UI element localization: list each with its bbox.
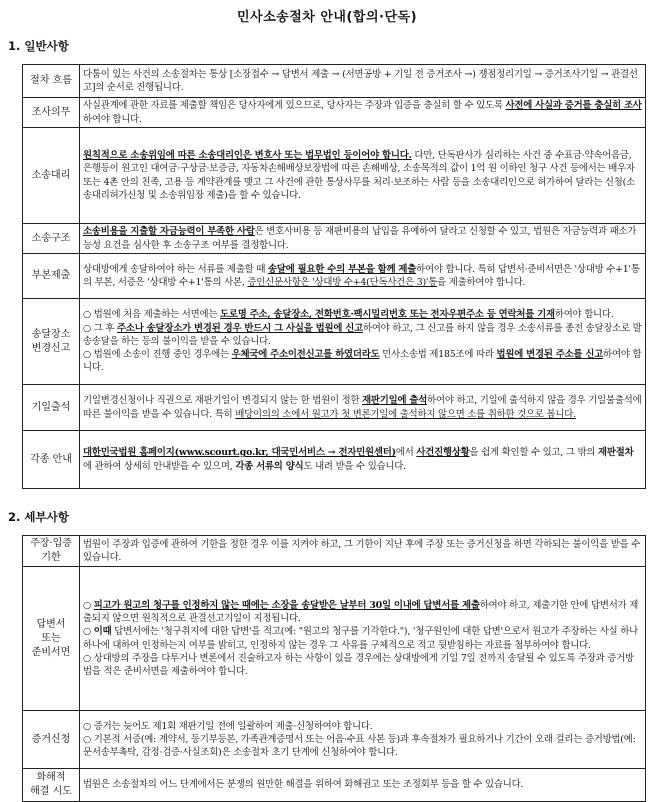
bullet-paragraph [83, 652, 642, 678]
text-segment: ○ 상대방의 주장을 다투거나 변론에서 진술하고자 하는 사항이 있을 경우에는 상대방에게 기일 7일 전까지 송달될 수 있도록 주장과 증거방법을 적은 준비서면을 제출하여야 합니다. [83, 652, 634, 677]
row-label: 소송대리 [23, 128, 80, 224]
text-segment: 재판절차 [598, 447, 634, 459]
row-label: 각종 안내 [23, 431, 80, 489]
row-label: 주장·입증 기한 [23, 536, 80, 567]
row-content [80, 567, 646, 711]
text-segment: 기일변경신청이나 직권으로 재판기일이 변경되지 않는 한 법원이 정한 [83, 395, 363, 407]
table-row [23, 536, 646, 567]
text-segment: 법원에 변경된 주소를 신고 [496, 349, 604, 361]
text-segment: 사전에 사실과 증거를 충실히 조사 [505, 100, 642, 112]
section-heading-details: 2. 세부사항 [8, 510, 69, 524]
text-segment: ○ 그 후 [83, 322, 118, 334]
row-content [80, 385, 646, 431]
table-row [23, 128, 646, 224]
text-segment: 사건진행상황 [416, 447, 470, 459]
text-segment: 을 제출하여야 합니다. [437, 277, 526, 288]
row-label: 답변서 또는 준비서면 [23, 567, 80, 711]
text-segment: ○ [83, 626, 94, 638]
row-label: 송달장소 변경신고 [23, 299, 80, 385]
row-content [80, 65, 646, 98]
text-segment: ○ [83, 599, 94, 611]
row-content [80, 128, 646, 224]
text-segment: 증인신문사항은 '상대방 수+4(단독사건은 3)'통 [247, 277, 438, 288]
text-segment: 사실관계에 관한 자료를 제출할 책임은 당사자에게 있으므로, 당사자는 주장과 입증을 충실히 할 수 있도록 [83, 100, 506, 112]
table-row [23, 385, 646, 431]
text-segment: 우체국에 주소이전신고를 하였더라도 [231, 349, 380, 361]
details-table [22, 535, 646, 802]
table-row [23, 769, 646, 802]
text-segment: 도 내려 받을 수 있습니다. [303, 460, 406, 472]
text-segment: ○ 기본적 서증(예: 계약서, 등기부등본, 가족관계증명서 또는 어음·수표 사본 등)과 후속절차가 필요하거나 기간이 오래 걸리는 증거방법(예: 문서송부촉탁, 감정·검증·사실조회)은 소송절차 초기 단계에 신청하여야 합니다. [83, 733, 636, 759]
text-segment: 하여야 합니다. 특히 답변서·준비서면은 '상대방 수+1'통의 부본, 서증은 '상대방 수+1'통의 사본, [83, 263, 640, 288]
row-label: 절차 흐름 [23, 65, 80, 98]
bullet-paragraph [83, 322, 642, 348]
row-label: 증거신청 [23, 711, 80, 769]
text-segment: 각종 서류의 양식 [235, 460, 304, 472]
table-row [23, 711, 646, 769]
general-info-table [22, 64, 646, 489]
text-segment: 하여야 하고, 그 신고를 하지 않을 경우 소송서류를 종전 송달장소로 발송송달을 하는 등의 불이익을 받을 수 있습니다. [83, 322, 642, 347]
table-row [23, 254, 646, 299]
bullet-paragraph [83, 348, 642, 374]
section-heading-general: 1. 일반사항 [8, 39, 69, 53]
text-segment: 하여야 하고, 기일에 출석하지 않을 경우 기일불출석에 따른 불이익을 받을 수 있습니다. 특히 [83, 395, 642, 420]
text-segment: ○ 증거는 늦어도 제1회 재판기일 전에 일괄하여 제출·신청하여야 합니다. [83, 720, 373, 732]
text-segment: 하여야 합니다. [83, 113, 142, 125]
text-segment: 민사소송법 제185조에 따라 [379, 349, 497, 361]
text-segment: 하여야 합니다. [83, 349, 642, 374]
text-segment: 답변서에는 '청구취지에 대한 답변'을 적고(예: "원고의 청구를 기각한다."), '청구원인에 대한 답변'으로서 원고가 주장하는 사실 하나하나에 대하여 인정하는지 여부를 밝히고, 인정하지 않는 경우 그 사유를 구체적으로 적고 뒷받침하는 자료를 첨부하여야 합니다. [83, 626, 639, 651]
table-row [23, 431, 646, 489]
bullet-paragraph [83, 720, 642, 733]
text-segment: 주소나 송달장소가 변경된 경우 반드시 그 사실을 법원에 신고 [117, 322, 363, 334]
text-segment: 도로명 주소, 송달장소, 전화번호·팩시밀리번호 또는 전자우편주소 등 연락처를 기재 [220, 309, 555, 321]
text-segment: 피고가 원고의 청구를 인정하지 않는 때에는 소장을 송달받은 날부터 30일 이내에 답변서를 제출 [93, 599, 480, 611]
text-segment: 에 관하여 상세히 안내받을 수 있으며, [83, 460, 236, 472]
row-label: 기일출석 [23, 385, 80, 431]
text-segment: 에서 [395, 447, 417, 459]
text-segment: 소송비용을 지출할 자금능력이 부족한 사람 [83, 226, 255, 238]
bullet-paragraph [83, 625, 642, 651]
text-segment: 법원이 주장과 입증에 관하여 기한을 정한 경우 이를 지켜야 하고, 그 기한이 지난 후에 주장 또는 증거신청을 하면 각하되는 불이익을 받을 수 있습니다. [83, 538, 641, 563]
bullet-paragraph [83, 599, 642, 625]
bullet-paragraph [83, 308, 642, 321]
text-segment: 을 쉽게 확인할 수 있고, 그 밖의 [469, 447, 599, 459]
row-content [80, 536, 646, 567]
table-row [23, 224, 646, 254]
text-segment: 상대방에게 송달하여야 하는 서류를 제출할 때 [83, 263, 268, 275]
row-label: 화해적 해결 시도 [23, 769, 80, 802]
text-segment: ○ 법원에 소송이 진행 중인 경우에는 [83, 349, 232, 361]
text-segment: 하여야 합니다. [554, 309, 614, 321]
text-segment: 송달에 필요한 수의 부본을 함께 제출 [267, 263, 417, 275]
text-segment: 이때 [93, 626, 112, 638]
text-segment: 은 변호사비용 등 재판비용의 납입을 유예하여 달라고 신청할 수 있고, 법원은 자금능력과 패소가능성 요건을 심사한 후 소송구조 여부를 결정합니다. [83, 226, 637, 251]
table-row [23, 65, 646, 98]
text-segment: 다만, 단독판사가 심리하는 사건 중 수표금·약속어음금, 은행등이 원고인 대여금·구상금·보증금, 자동차손해배상보장법에 따른 손해배상, 소송목적의 값이 1억 원 이하인 청구 사건 등에서는 배우자 또는 4촌 안의 친족, 고용 등 계약관계를 맺고 그 사건에 관한 통상사무를 처리·보조하는 사람 등을 소송대리인으로 허가하여 달라는 신청(소송대리허가신청 및 소송위임장 제출)을 할 수 있습니다. [83, 150, 635, 201]
row-label: 부본제출 [23, 254, 80, 299]
text-segment: ○ 법원에 처음 제출하는 서면에는 [83, 309, 221, 321]
row-label: 조사의무 [23, 98, 80, 128]
row-label: 소송구조 [23, 224, 80, 254]
row-content [80, 769, 646, 802]
table-row [23, 567, 646, 711]
text-segment: 배당이의의 소에서 원고가 첫 변론기일에 출석하지 않으면 소를 취하한 것으로 봅니다. [235, 408, 576, 420]
row-content [80, 98, 646, 128]
text-segment: 원칙적으로 소송위임에 따른 소송대리인은 변호사 또는 법무법인 등이어야 합니다. [83, 150, 412, 162]
row-content [80, 254, 646, 299]
table-row [23, 98, 646, 128]
row-content [80, 711, 646, 769]
text-segment: 하여야 하고, 제출기한 안에 답변서가 제출되지 않으면 원칙적으로 관결선고기일이 지정됩니다. [83, 599, 639, 625]
text-segment: 대한민국법원 홈페이지(www.scourt.go.kr, 대국민서비스 → 전자민원센터) [83, 447, 396, 459]
row-content [80, 299, 646, 385]
table-row [23, 299, 646, 385]
page-title: 민사소송절차 안내(합의·단독) [236, 10, 418, 25]
text-segment: 법원은 소송절차의 어느 단계에서든 분쟁의 원만한 해결을 위하여 화해권고 또는 조정회부 등을 할 수 있습니다. [83, 779, 524, 791]
row-content [80, 224, 646, 254]
text-segment: 재판기일에 출석 [362, 395, 428, 407]
bullet-paragraph [83, 733, 642, 759]
text-segment: 다툼이 있는 사건의 소송절차는 통상 [소장접수 → 답변서 제출 → (서면공방 + 기일 전 증거조사 →) 쟁점정리기일 → 증거조사기일 → 관결선고]의 순서로 진행됩니다. [83, 68, 638, 93]
row-content [80, 431, 646, 489]
